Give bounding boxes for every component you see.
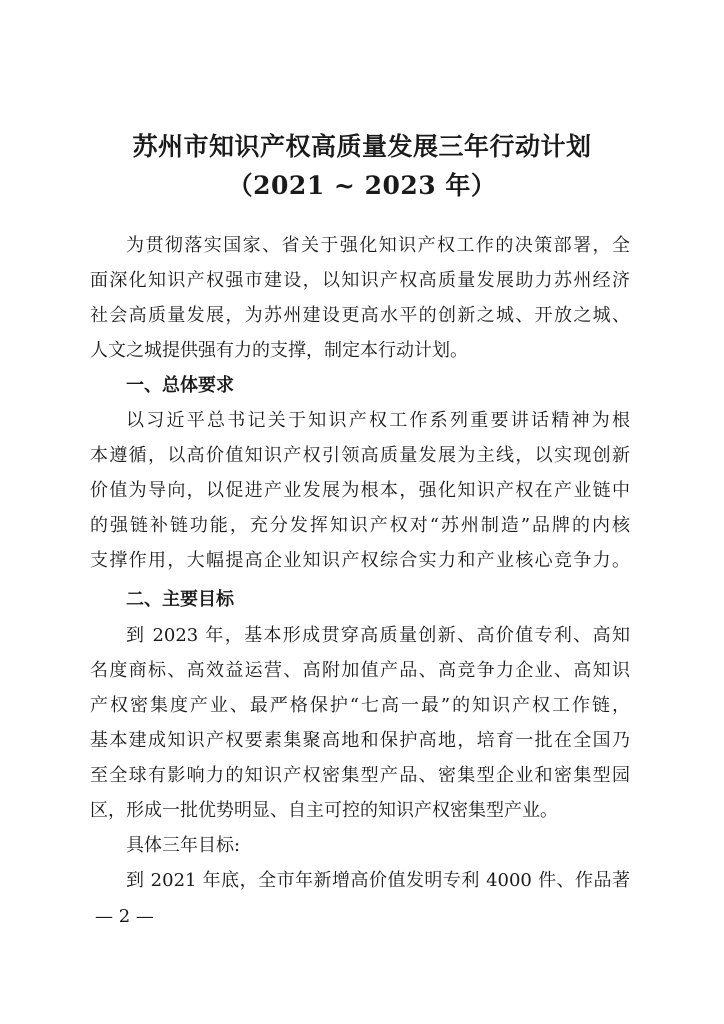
paragraph-line: 面深化知识产权强市建设，以知识产权高质量发展助力苏州经济: [90, 270, 630, 291]
paragraph-line: 价值为导向，以促进产业发展为根本，强化知识产权在产业链中: [90, 480, 630, 501]
page-number: — 2 —: [95, 906, 154, 927]
document-title: 苏州市知识产权高质量发展三年行动计划: [132, 132, 592, 161]
paragraph-line: 产权密集度产业、最严格保护“七高一最”的知识产权工作链，: [90, 695, 630, 716]
paragraph-line: 人文之城提供强有力的支撑，制定本行动计划。: [90, 340, 468, 361]
paragraph-line: 本遵循，以高价值知识产权引领高质量发展为主线，以实现创新: [90, 445, 630, 466]
document-title-years: （2021 ~ 2023 年）: [227, 171, 497, 200]
paragraph-line: 基本建成知识产权要素集聚高地和保护高地，培育一批在全国乃: [90, 730, 630, 751]
paragraph-line: 以习近平总书记关于知识产权工作系列重要讲话精神为根: [126, 410, 630, 431]
paragraph-line: 为贯彻落实国家、省关于强化知识产权工作的决策部署，全: [126, 235, 630, 256]
subheading: 具体三年目标:: [126, 835, 241, 856]
section-heading: 二、主要目标: [126, 589, 234, 610]
paragraph-line: 区，形成一批优势明显、自主可控的知识产权密集型产业。: [90, 800, 558, 821]
paragraph-line: 至全球有影响力的知识产权密集型产品、密集型企业和密集型园: [90, 765, 630, 786]
paragraph-line: 的强链补链功能，充分发挥知识产权对“苏州制造”品牌的内核: [90, 515, 630, 536]
paragraph-line: 到 2021 年底，全市年新增高价值发明专利 4000 件、作品著: [126, 870, 630, 891]
paragraph-line: 名度商标、高效益运营、高附加值产品、高竞争力企业、高知识: [90, 660, 630, 681]
section-heading: 一、总体要求: [126, 375, 234, 396]
paragraph-line: 社会高质量发展，为苏州建设更高水平的创新之城、开放之城、: [90, 305, 630, 326]
paragraph-line: 支撑作用，大幅提高企业知识产权综合实力和产业核心竞争力。: [90, 550, 630, 571]
paragraph-line: 到 2023 年，基本形成贯穿高质量创新、高价值专利、高知: [126, 625, 630, 646]
